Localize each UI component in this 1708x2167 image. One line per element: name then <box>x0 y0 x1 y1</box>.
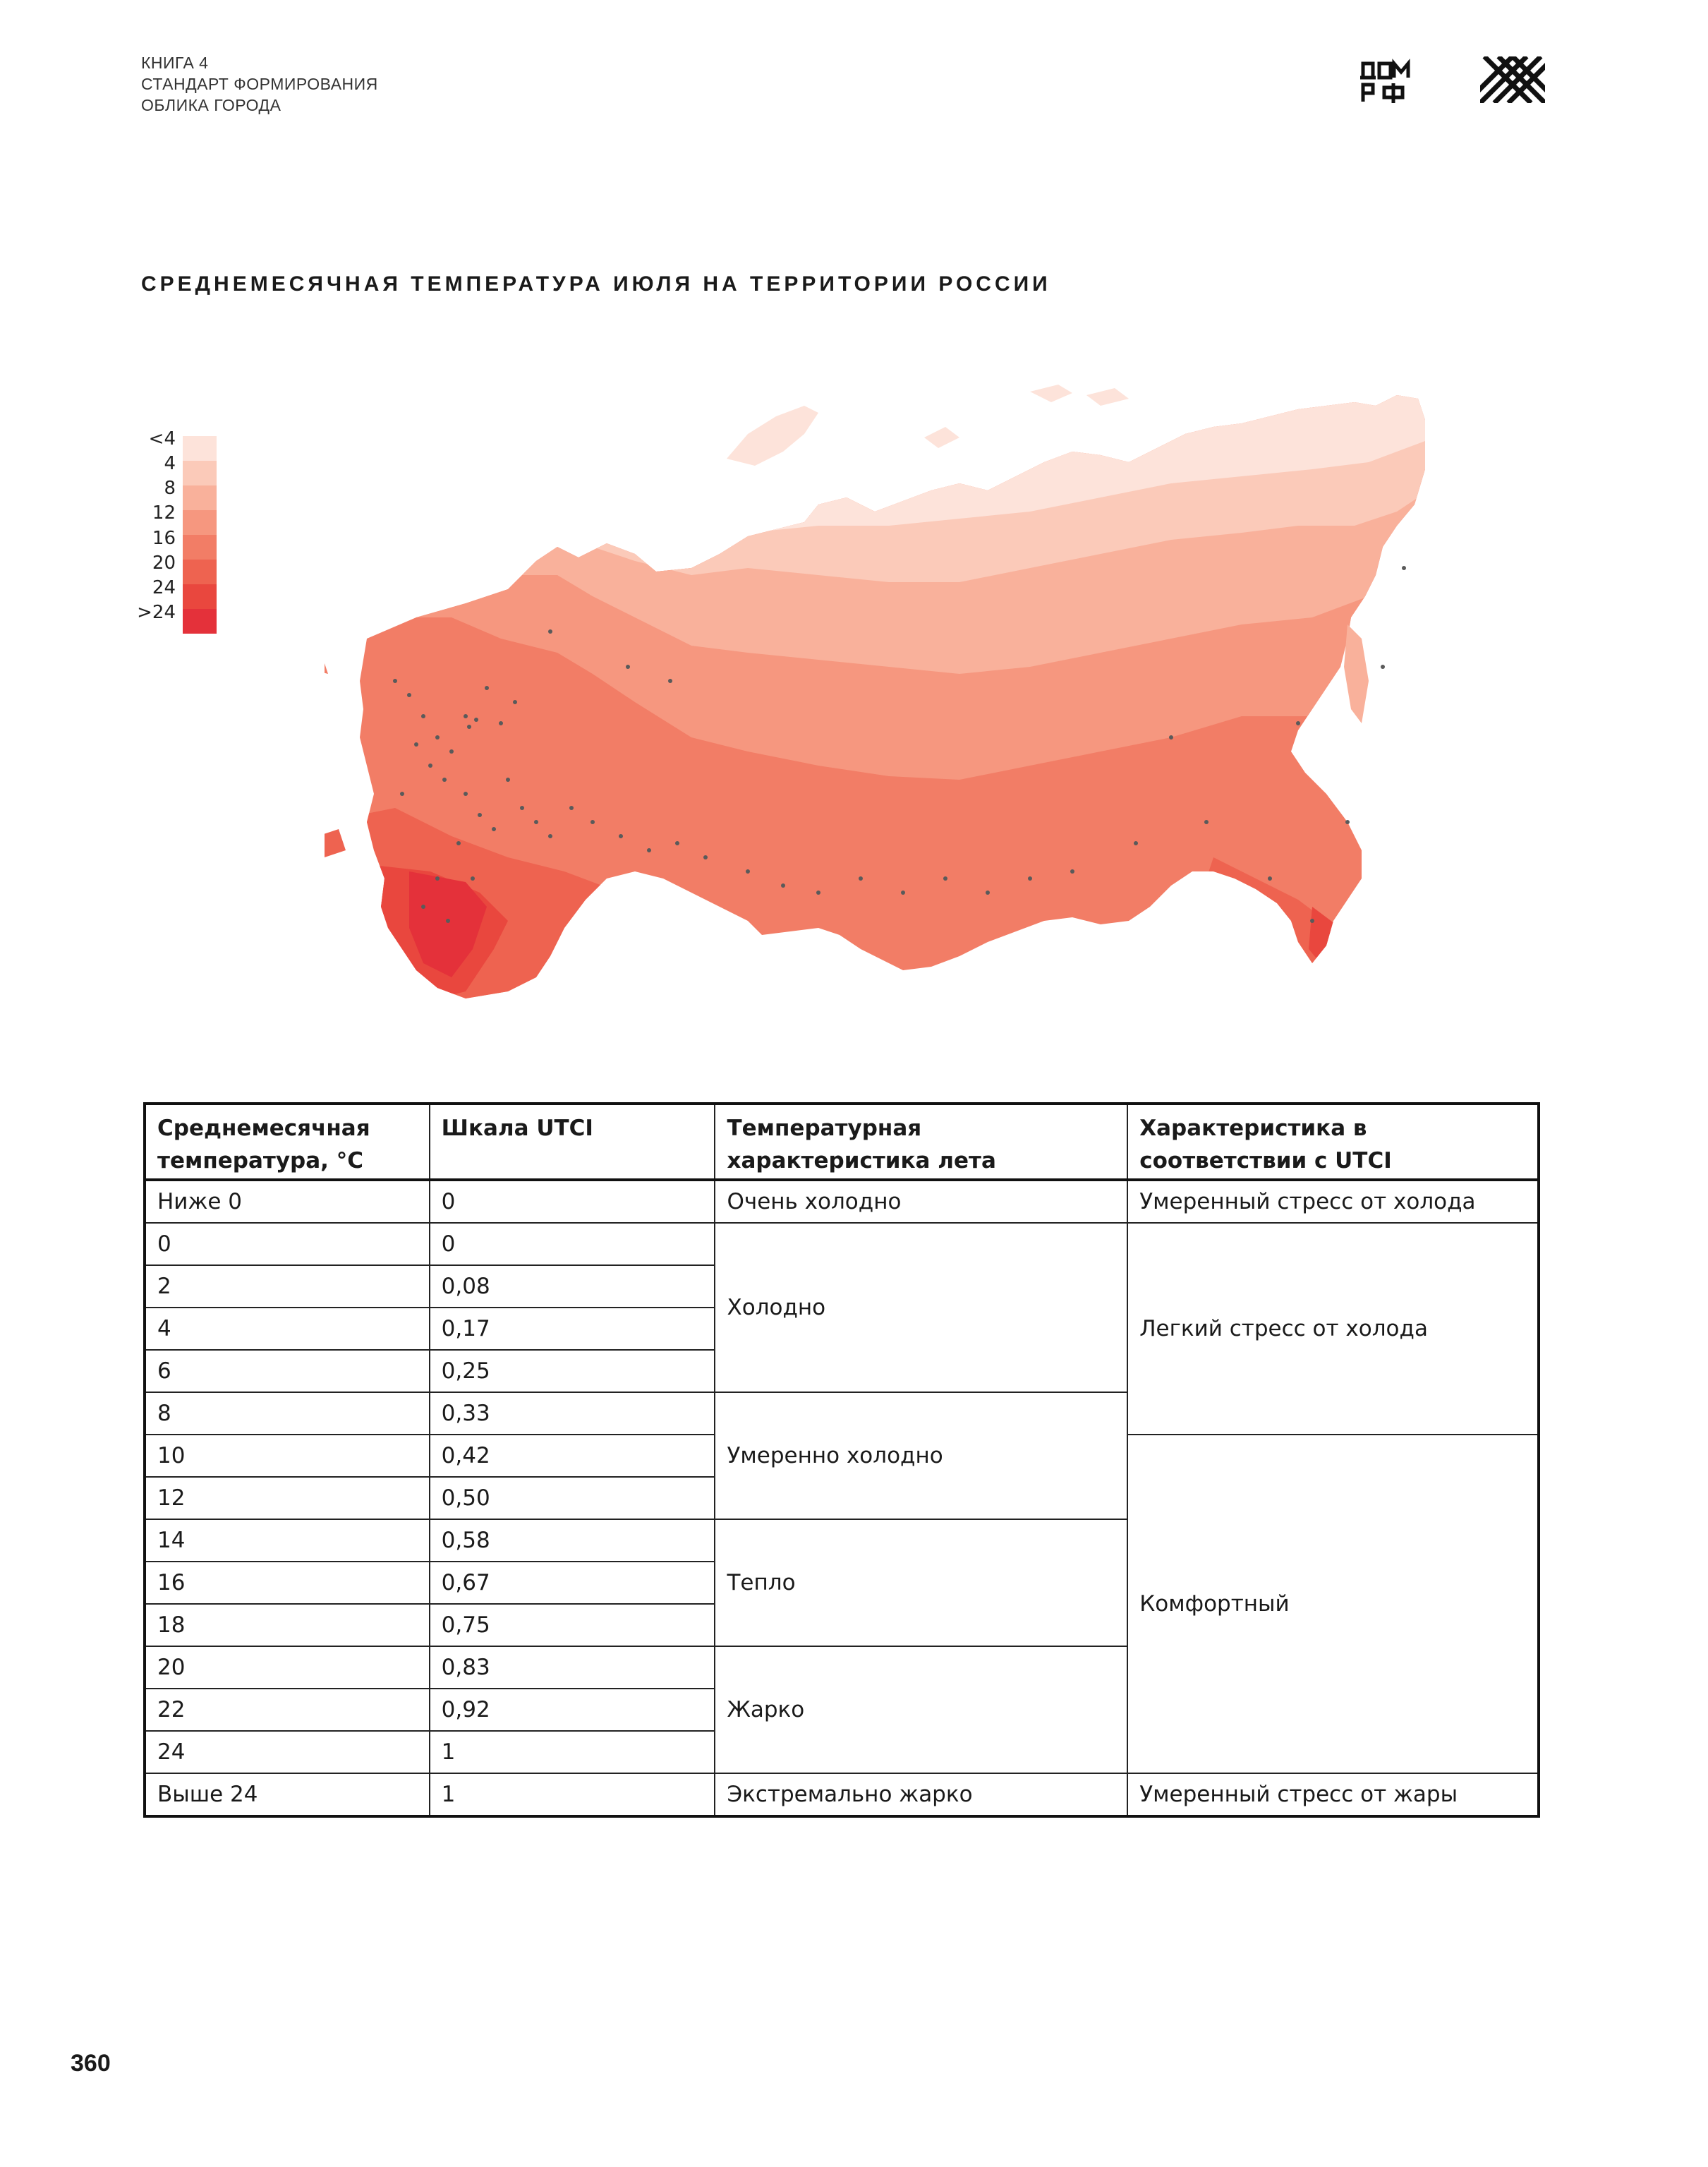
header-line-3: ОБЛИКА ГОРОДА <box>141 96 281 114</box>
legend-label: 16 <box>152 528 176 549</box>
header-line-2: СТАНДАРТ ФОРМИРОВАНИЯ <box>141 75 378 93</box>
temp-cell: 18 <box>145 1604 430 1646</box>
legend-swatch <box>183 609 217 634</box>
temp-cell: 4 <box>145 1308 430 1350</box>
legend-label: >24 <box>137 602 176 623</box>
legend-swatch <box>183 584 217 609</box>
temp-cell: 22 <box>145 1689 430 1731</box>
utci-char-cell: Комфортный <box>1127 1435 1539 1773</box>
summer-cell: Умеренно холодно <box>715 1392 1127 1519</box>
dom-rf-logo <box>1360 56 1411 104</box>
header-temperature: Среднемесячная температура, °C <box>145 1104 430 1180</box>
utci-cell: 1 <box>430 1773 715 1816</box>
utci-char-cell: Умеренный стресс от жары <box>1127 1773 1539 1816</box>
table-row <box>145 1180 1539 1223</box>
utci-cell: 1 <box>430 1731 715 1773</box>
temp-cell: 6 <box>145 1350 430 1392</box>
utci-cell: 0,75 <box>430 1604 715 1646</box>
utci-cell: 0,17 <box>430 1308 715 1350</box>
summer-cell: Очень холодно <box>715 1180 1127 1223</box>
utci-cell: 0 <box>430 1223 715 1265</box>
header-summer-char: Температурная характеристика лета <box>715 1104 1127 1180</box>
legend-swatch <box>183 485 217 510</box>
summer-cell: Жарко <box>715 1646 1127 1773</box>
temp-cell: Выше 24 <box>145 1773 430 1816</box>
temp-cell: 10 <box>145 1435 430 1477</box>
legend-swatch <box>183 436 217 461</box>
temp-cell: 2 <box>145 1265 430 1308</box>
legend-label: 8 <box>164 478 176 499</box>
header-utci-char: Характеристика в соответствии с UTCI <box>1127 1104 1539 1180</box>
legend-label: 12 <box>152 502 176 524</box>
header-line-1: КНИГА 4 <box>141 54 209 72</box>
temp-cell: 16 <box>145 1562 430 1604</box>
temp-cell: Ниже 0 <box>145 1180 430 1223</box>
page-number: 360 <box>71 2050 111 2077</box>
utci-cell: 0,42 <box>430 1435 715 1477</box>
temp-cell: 14 <box>145 1519 430 1562</box>
legend-label: 4 <box>164 453 176 474</box>
summer-cell: Экстремально жарко <box>715 1773 1127 1816</box>
utci-cell: 0,92 <box>430 1689 715 1731</box>
book-header <box>141 52 378 116</box>
utci-cell: 0,25 <box>430 1350 715 1392</box>
temp-cell: 0 <box>145 1223 430 1265</box>
summer-cell: Тепло <box>715 1519 1127 1646</box>
utci-cell: 0 <box>430 1180 715 1223</box>
utci-table <box>143 1102 1540 1818</box>
map-title: СРЕДНЕМЕСЯЧНАЯ ТЕМПЕРАТУРА ИЮЛЯ НА ТЕРРИТОРИИ РОССИИ <box>141 272 1051 296</box>
temp-cell: 8 <box>145 1392 430 1435</box>
lattice-logo <box>1480 56 1545 103</box>
legend-swatch <box>183 560 217 584</box>
utci-cell: 0,58 <box>430 1519 715 1562</box>
russia-temperature-map <box>325 385 1524 1030</box>
legend-label: 24 <box>152 577 176 598</box>
table-row <box>145 1223 1539 1265</box>
legend-swatch <box>183 461 217 485</box>
utci-cell: 0,83 <box>430 1646 715 1689</box>
table-header-row <box>145 1104 1539 1180</box>
temp-cell: 20 <box>145 1646 430 1689</box>
utci-char-cell: Умеренный стресс от холода <box>1127 1180 1539 1223</box>
legend-swatch <box>183 535 217 560</box>
utci-cell: 0,33 <box>430 1392 715 1435</box>
summer-cell: Холодно <box>715 1223 1127 1392</box>
legend-label: 20 <box>152 553 176 574</box>
utci-cell: 0,08 <box>430 1265 715 1308</box>
utci-cell: 0,50 <box>430 1477 715 1519</box>
temp-cell: 24 <box>145 1731 430 1773</box>
temp-cell: 12 <box>145 1477 430 1519</box>
legend-swatch <box>183 510 217 535</box>
utci-cell: 0,67 <box>430 1562 715 1604</box>
header-utci-scale: Шкала UTCI <box>430 1104 715 1180</box>
legend-label: <4 <box>148 428 176 449</box>
table-row <box>145 1773 1539 1816</box>
utci-char-cell: Легкий стресс от холода <box>1127 1223 1539 1435</box>
